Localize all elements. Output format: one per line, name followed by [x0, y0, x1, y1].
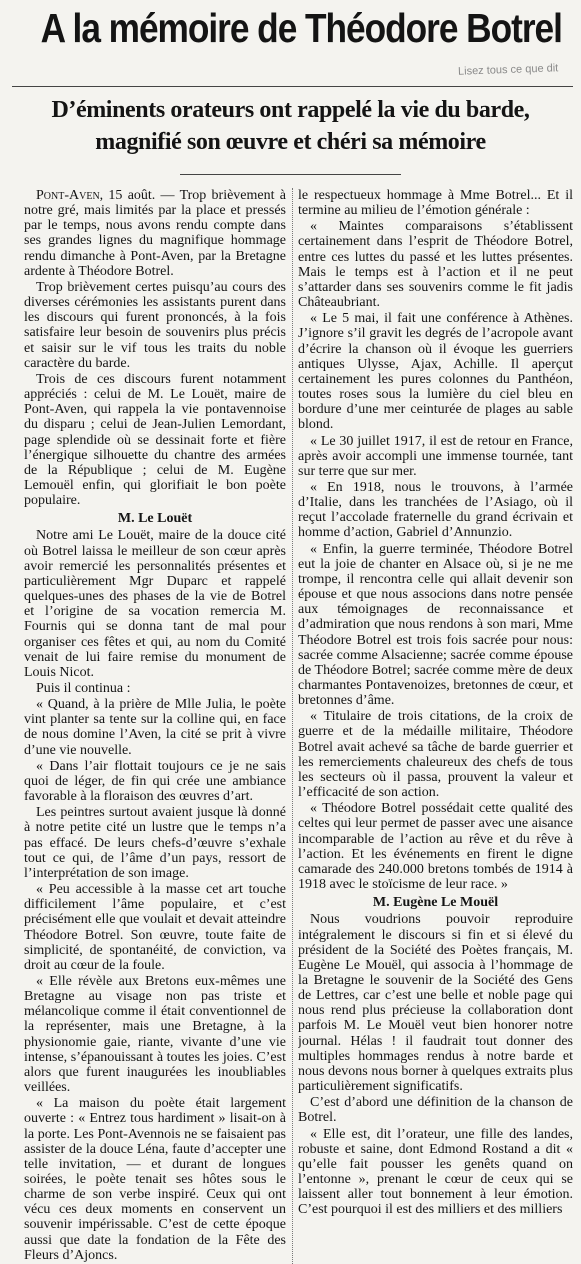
subheadline-rule — [180, 174, 401, 175]
paragraph: « Quand, à la prière de Mlle Julia, le poète vint planter sa tente sur la colline qui, en face de nous domine l’Aven, la cité se prit à vivre d’une vie nouvelle. — [24, 697, 286, 758]
paragraph: « Titulaire de trois citations, de la croix de guerre et de la médaille militaire, Théodore Botrel avait achevé sa tâche de barde guerrier et les remerciements chaleureux des chefs de tous les secteurs où il passa, prouvent la valeur et l’efficacité de son action. — [298, 709, 573, 801]
paragraph: « La maison du poète était largement ouverte : « Entrez tous hardiment » lisait-on à la porte. Les Pont-Avennois ne se faisaient pas assister de la douce Léna, faute d’accepter une telle invitation, — et durant de longues soirées, le poète tenait ses hôtes sous le charme de son verbe inspiré. Ceux qui ont vécu ces deux moments en conservent un souvenir impérissable. C’est de cette époque aussi que date la fondation de la Fête des Fleurs d’Ajoncs. — [24, 1096, 286, 1263]
subheadline-line-1: D’éminents orateurs ont rappelé la vie du barde, — [51, 97, 530, 123]
headline: A la mémoire de Théodore Botrel — [40, 5, 562, 51]
paragraph: « Théodore Botrel possédait cette qualité des celtes qui leur permet de passer avec une aisance incomparable de l’action au rêve et du rêve à l’action. Et les événements en firent le digne camarade des 240.000 bretons tombés de 1914 à 1918 avec le stoïcisme de leur race. » — [298, 801, 573, 893]
column-divider — [292, 188, 294, 1264]
paragraph: « Dans l’air flottait toujours ce je ne sais quoi de léger, de fin qui crée une ambiance favorable à la floraison des œuvres d’art. — [24, 758, 286, 805]
paragraph: « Elle révèle aux Bretons eux-mêmes une Bretagne au visage non pas triste et mélancolique comme il était conventionnel de la représenter, mais une Bretagne, à la physionomie gaie, riante, vivante d’une vie intense, s’épanouissant à toutes les joies. C’est alors que furent inaugurées les inoubliables veillées. — [24, 973, 286, 1096]
paragraph: Notre ami Le Louët, maire de la douce cité où Botrel laissa le meilleur de son cœur après avoir remercié les personnalités présentes et particulièrement Mgr Duparc et rappelé quelques-unes des phases de la vie de Botrel et l’origine de sa vocation remercia M. Fournis qui se donna tant de mal pour organiser ces fêtes et qui, au nom du Comité venait de lui faire remise du monument de Louis Nicot. — [24, 528, 286, 680]
paragraph: « Peu accessible à la masse cet art touche difficilement l’âme populaire, et c’est précisément elle que voulait et devait atteindre Théodore Botrel. Son œuvre, toute faite de simplicité, de spontanéité, de conviction, va droit au cœur de la foule. — [24, 882, 286, 973]
bleed-through-text: Lisez tous ce que dit — [457, 62, 559, 78]
subheadline-line-2: magnifié son œuvre et chéri sa mémoire — [95, 129, 486, 155]
paragraph: « Maintes comparaisons s’établissent certainement dans l’esprit de Théodore Botrel, entre ces luttes du passé et les luttes présentes. Mais le temps est à l’action et il ne peut s’attarder dans ses souvenirs comme le fit jadis Châteaubriant. — [298, 219, 573, 311]
paragraph: « Elle est, dit l’orateur, une fille des landes, robuste et saine, dont Edmond Rostand a dit « qu’elle fait pousser les genêts quand on l’entonne », prenant le cœur de ceux qui se laissent aller tout bonnement à leur émotion. C’est pourquoi il est des milliers et des milliers — [298, 1126, 573, 1218]
paragraph: « Le 30 juillet 1917, il est de retour en France, après avoir accompli une immense tournée, tant sur terre que sur mer. — [298, 433, 573, 479]
paragraph: Nous voudrions pouvoir reproduire intégralement le discours si fin et si élevé du président de la Société des Poètes français, M. Eugène Le Mouël, qui associa à l’hommage de la Bretagne le souvenir de la Société des Gens de Lettres, car c’est une belle et noble page qui nous rend plus précieuse la collaboration dont parfois M. Le Mouël veut bien honorer notre journal. Hélas ! il faudrait tout donner des multiples hommages rendus à notre barde et nous devons nous borner à quelques extraits plus particulièrement significatifs. — [298, 912, 573, 1095]
dateline-paragraph — [24, 188, 286, 279]
headline-rule — [12, 86, 573, 87]
paragraph: Trop brièvement certes puisqu’au cours des diverses cérémonies les assistants purent dans les discours qui furent prononcés, à la fois satisfaire leur besoin de souvenirs plus précis et saisir sur le vif tous les traits du noble caractère du barde. — [24, 279, 286, 371]
dateline-text: 15 août. — Trop brièvement à notre gré, mais limités par la place et pressés par le temps, nous avons rendu compte dans ses grandes lignes du magnifique hommage rendu dimanche à Pont-Aven, par la Bretagne ardente à Théodore Botrel. — [24, 188, 286, 279]
section-heading-le-mouel: M. Eugène Le Mouël — [372, 895, 499, 911]
paragraph: C’est d’abord une définition de la chanson de Botrel. — [298, 1095, 573, 1126]
paragraph: « Enfin, la guerre terminée, Théodore Botrel eut la joie de chanter en Alsace où, si je ne me trompe, il rencontra celle qui allait devenir son épouse et que nous associons dans notre pensée aux témoignages de reconnaissance et d’admiration que nous rendons à son mari, Mme Théodore Botrel est trois fois sacrée pour nous: sacrée comme Alsacienne; sacrée comme épouse de Théodore Botrel; sacrée comme mère de deux charmantes Pontavenoizes, bretonnes de cœur, et bretonnes d’âme. — [298, 541, 573, 709]
subheadline — [0, 94, 581, 158]
paragraph: Puis il continua : — [36, 681, 131, 696]
article-column-left — [24, 188, 286, 1264]
paragraph: Les peintres surtout avaient jusque là donné à notre petite cité un lustre que le temps n’a pas effacé. De leurs chefs-d’œuvre s’exhale tout ce qui, de l’âme d’un pays, ressort de l’interprétation de son image. — [24, 805, 286, 881]
paragraph: Trois de ces discours furent notamment appréciés : celui de M. Le Louët, maire de Pont-Aven, qui rappela la vie pontavennoise du disparu ; celui de Jean-Julien Lemordant, page splendide où se dessinait forte et fière l’énergique silhouette du chantre des armées de la République ; celui de M. Eugène Lemouël enfin, qui glorifiait le bon poète populaire. — [24, 371, 286, 509]
paragraph: « Le 5 mai, il fait une conférence à Athènes. J’ignore s’il gravit les degrés de l’acropole avant d’écrire la chanson où il évoque les guerriers antiques Ulysse, Ajax, Achille. Il aperçut certainement les pures colonnes du Panthéon, toutes roses sous la lumière du ciel bleu en bordure d’une mer ceinturée de plages au sable blond. — [298, 311, 573, 433]
dateline-place: Pont-Aven, — [36, 188, 104, 203]
article-column-right — [298, 188, 573, 1264]
section-heading-le-louet: M. Le Louët — [117, 511, 193, 527]
paragraph: « En 1918, nous le trouvons, à l’armée d’Italie, dans les tranchées de l’Asiago, où il reçut l’accolade fraternelle du grand écrivain et homme d’action, Gabriel d’Annunzio. — [298, 479, 573, 541]
paragraph: le respectueux hommage à Mme Botrel... Et il termine au milieu de l’émotion générale : — [298, 188, 573, 219]
